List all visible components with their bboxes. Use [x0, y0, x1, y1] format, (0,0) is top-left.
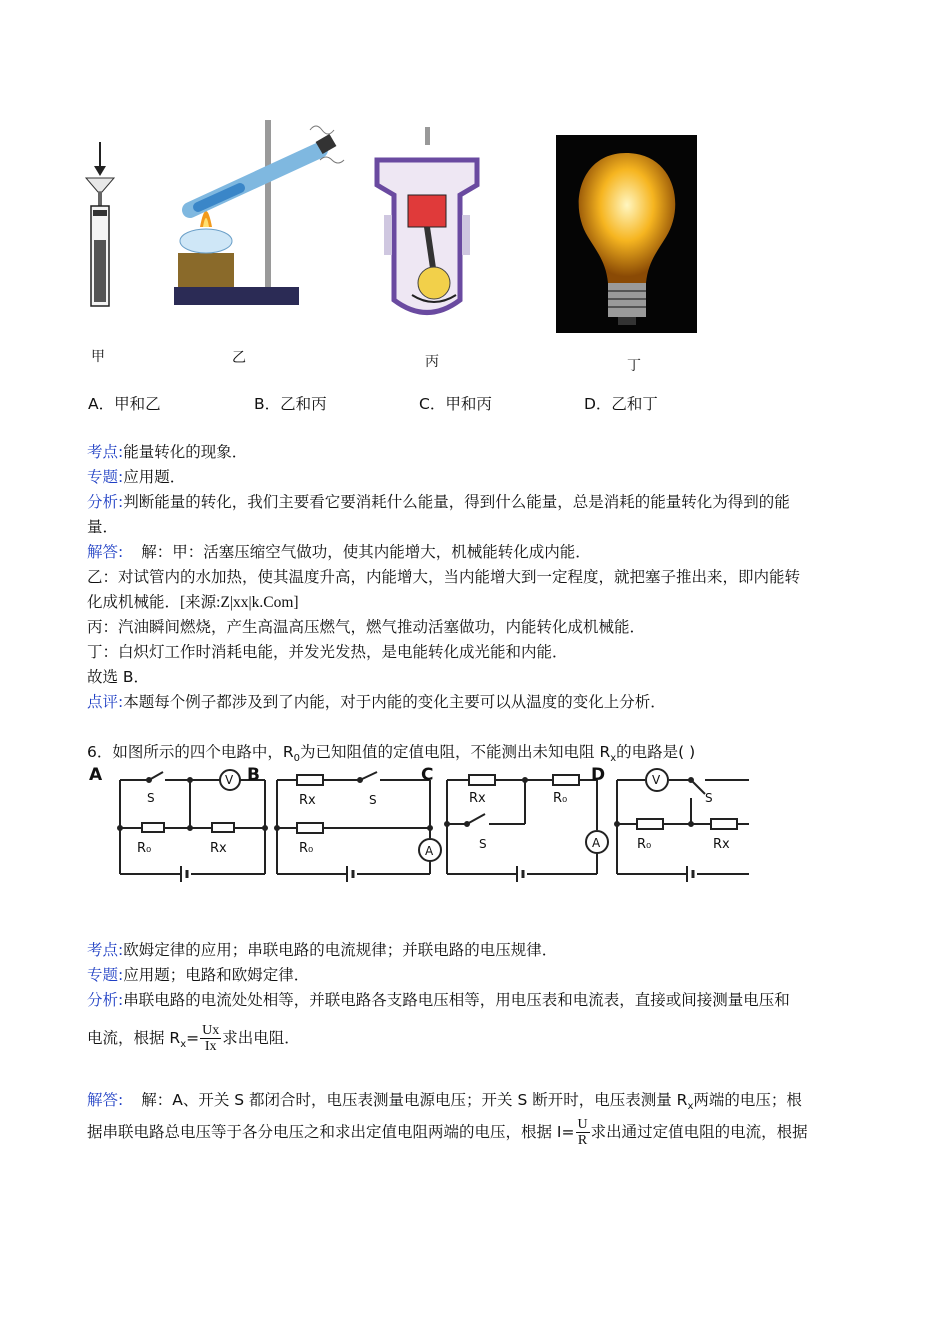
circuit-d-switch-label: S [705, 791, 713, 805]
option-b: B．乙和丙 [254, 395, 327, 413]
test-tube-figure [170, 115, 355, 315]
q6-jieda-cont: 据串联电路总电压等于各分电压之和求出定值电阻两端的电压，根据 I= $\frac{U}{R}$ 求出通过定值电阻的电流，根据 [87, 1117, 808, 1148]
q6-fenxi-formula: 电流，根据 $R_x=$ $\frac{Ux}{Ix}$ 求出电阻． [87, 1023, 300, 1054]
circuit-d-voltmeter-label: V [652, 773, 661, 787]
option-c: C．甲和丙 [419, 395, 492, 413]
q6-kaodian: 考点:欧姆定律的应用；串联电路的电流规律；并联电路的电压规律． [87, 941, 558, 959]
q6-fenxi: 分析:串联电路的电流处处相等，并联电路各支路电压相等，用电压表和电流表，直接或间接测量电压和 [87, 991, 790, 1009]
circuit-diagrams [85, 766, 755, 886]
q5-kaodian: 考点:能量转化的现象． [87, 443, 248, 461]
circuit-d-r0-label: R₀ [637, 837, 652, 852]
circuit-b-switch-label: S [369, 793, 377, 807]
q5-jieda: 解答: 解：甲：活塞压缩空气做功，使其内能增大，机械能转化成内能． [87, 543, 591, 561]
circuit-d-rx-label: Rx [713, 837, 730, 852]
q6-stem: 6．如图所示的四个电路中，$R_0$为已知阻值的定值电阻，不能测出未知电阻 $R_x$的电路是( ) [87, 743, 696, 765]
circuit-c-rx-label: Rx [469, 791, 486, 806]
q5-jieda-ding: 丁：白炽灯工作时消耗电能，并发光发热，是电能转化成光能和内能． [87, 643, 568, 661]
option-a: A．甲和乙 [88, 395, 161, 413]
circuit-a-switch-label: S [147, 791, 155, 805]
fenxi-tag: 分析: [87, 493, 124, 511]
circuit-c-switch-label: S [479, 837, 487, 851]
current-fraction: $\frac{U}{R}$ [577, 1117, 588, 1148]
circuit-a-r0-label: R₀ [137, 841, 152, 856]
option-d: D．乙和丁 [584, 395, 658, 413]
circuit-b-ammeter-label: A [425, 844, 434, 858]
kaodian-tag: 考点: [87, 941, 124, 959]
engine-figure [372, 125, 482, 330]
fenxi-tag: 分析: [87, 991, 124, 1009]
q5-answer: 故选 B． [87, 668, 150, 686]
q5-zhuanti: 专题:应用题． [87, 468, 186, 486]
q5-jieda-yi: 乙：对试管内的水加热，使其温度升高，内能增大，当内能增大到一定程度，就把塞子推出来，即内能转 [87, 568, 801, 586]
caption-bing: 丙 [425, 354, 439, 370]
light-bulb-figure [556, 135, 697, 333]
circuit-d [615, 769, 749, 882]
circuit-b-rx-label: Rx [299, 793, 316, 808]
circuit-c-label: C [421, 766, 434, 785]
q5-dianping: 点评:本题每个例子都涉及到了内能，对于内能的变化主要可以从温度的变化上分析． [87, 693, 666, 711]
circuit-b-r0-label: R₀ [299, 841, 314, 856]
q5-fenxi-cont: 量． [87, 518, 119, 536]
circuit-a-rx-label: Rx [210, 841, 227, 856]
q5-fenxi: 分析:判断能量的转化，我们主要看它要消耗什么能量，得到什么能量，总是消耗的能量转化为得到的能 [87, 493, 790, 511]
source-note: [来源:Z|xx|k.Com] [180, 594, 299, 611]
q5-jieda-yi-cont: 化成机械能．[来源:Z|xx|k.Com] [87, 593, 299, 611]
q6-jieda: 解答: 解：A、开关 S 都闭合时，电压表测量电源电压；开关 S 断开时，电压表测量 $R_x$两端的电压；根 [87, 1091, 802, 1113]
circuit-c-ammeter-label: A [592, 836, 601, 850]
caption-yi: 乙 [232, 350, 246, 366]
caption-ding: 丁 [627, 358, 641, 374]
q6-zhuanti: 专题:应用题；电路和欧姆定律． [87, 966, 310, 984]
caption-jia: 甲 [91, 349, 105, 365]
circuit-b [275, 772, 441, 882]
resistance-fraction: $\frac{Ux}{Ix}$ [202, 1023, 220, 1054]
circuit-c-r0-label: R₀ [553, 791, 568, 806]
zhuanti-tag: 专题: [87, 966, 124, 984]
circuit-a-label: A [89, 766, 103, 785]
circuit-d-label: D [591, 766, 606, 785]
pump-figure [80, 140, 124, 315]
jieda-tag: 解答: [87, 543, 124, 561]
q5-jieda-bing: 丙：汽油瞬间燃烧，产生高温高压燃气，燃气推动活塞做功，内能转化成机械能． [87, 618, 646, 636]
circuit-b-label: B [247, 766, 260, 785]
zhuanti-tag: 专题: [87, 468, 124, 486]
circuit-a [118, 770, 267, 882]
circuit-a-voltmeter-label: V [225, 773, 234, 787]
kaodian-tag: 考点: [87, 443, 124, 461]
dianping-tag: 点评: [87, 693, 124, 711]
jieda-tag: 解答: [87, 1091, 124, 1109]
